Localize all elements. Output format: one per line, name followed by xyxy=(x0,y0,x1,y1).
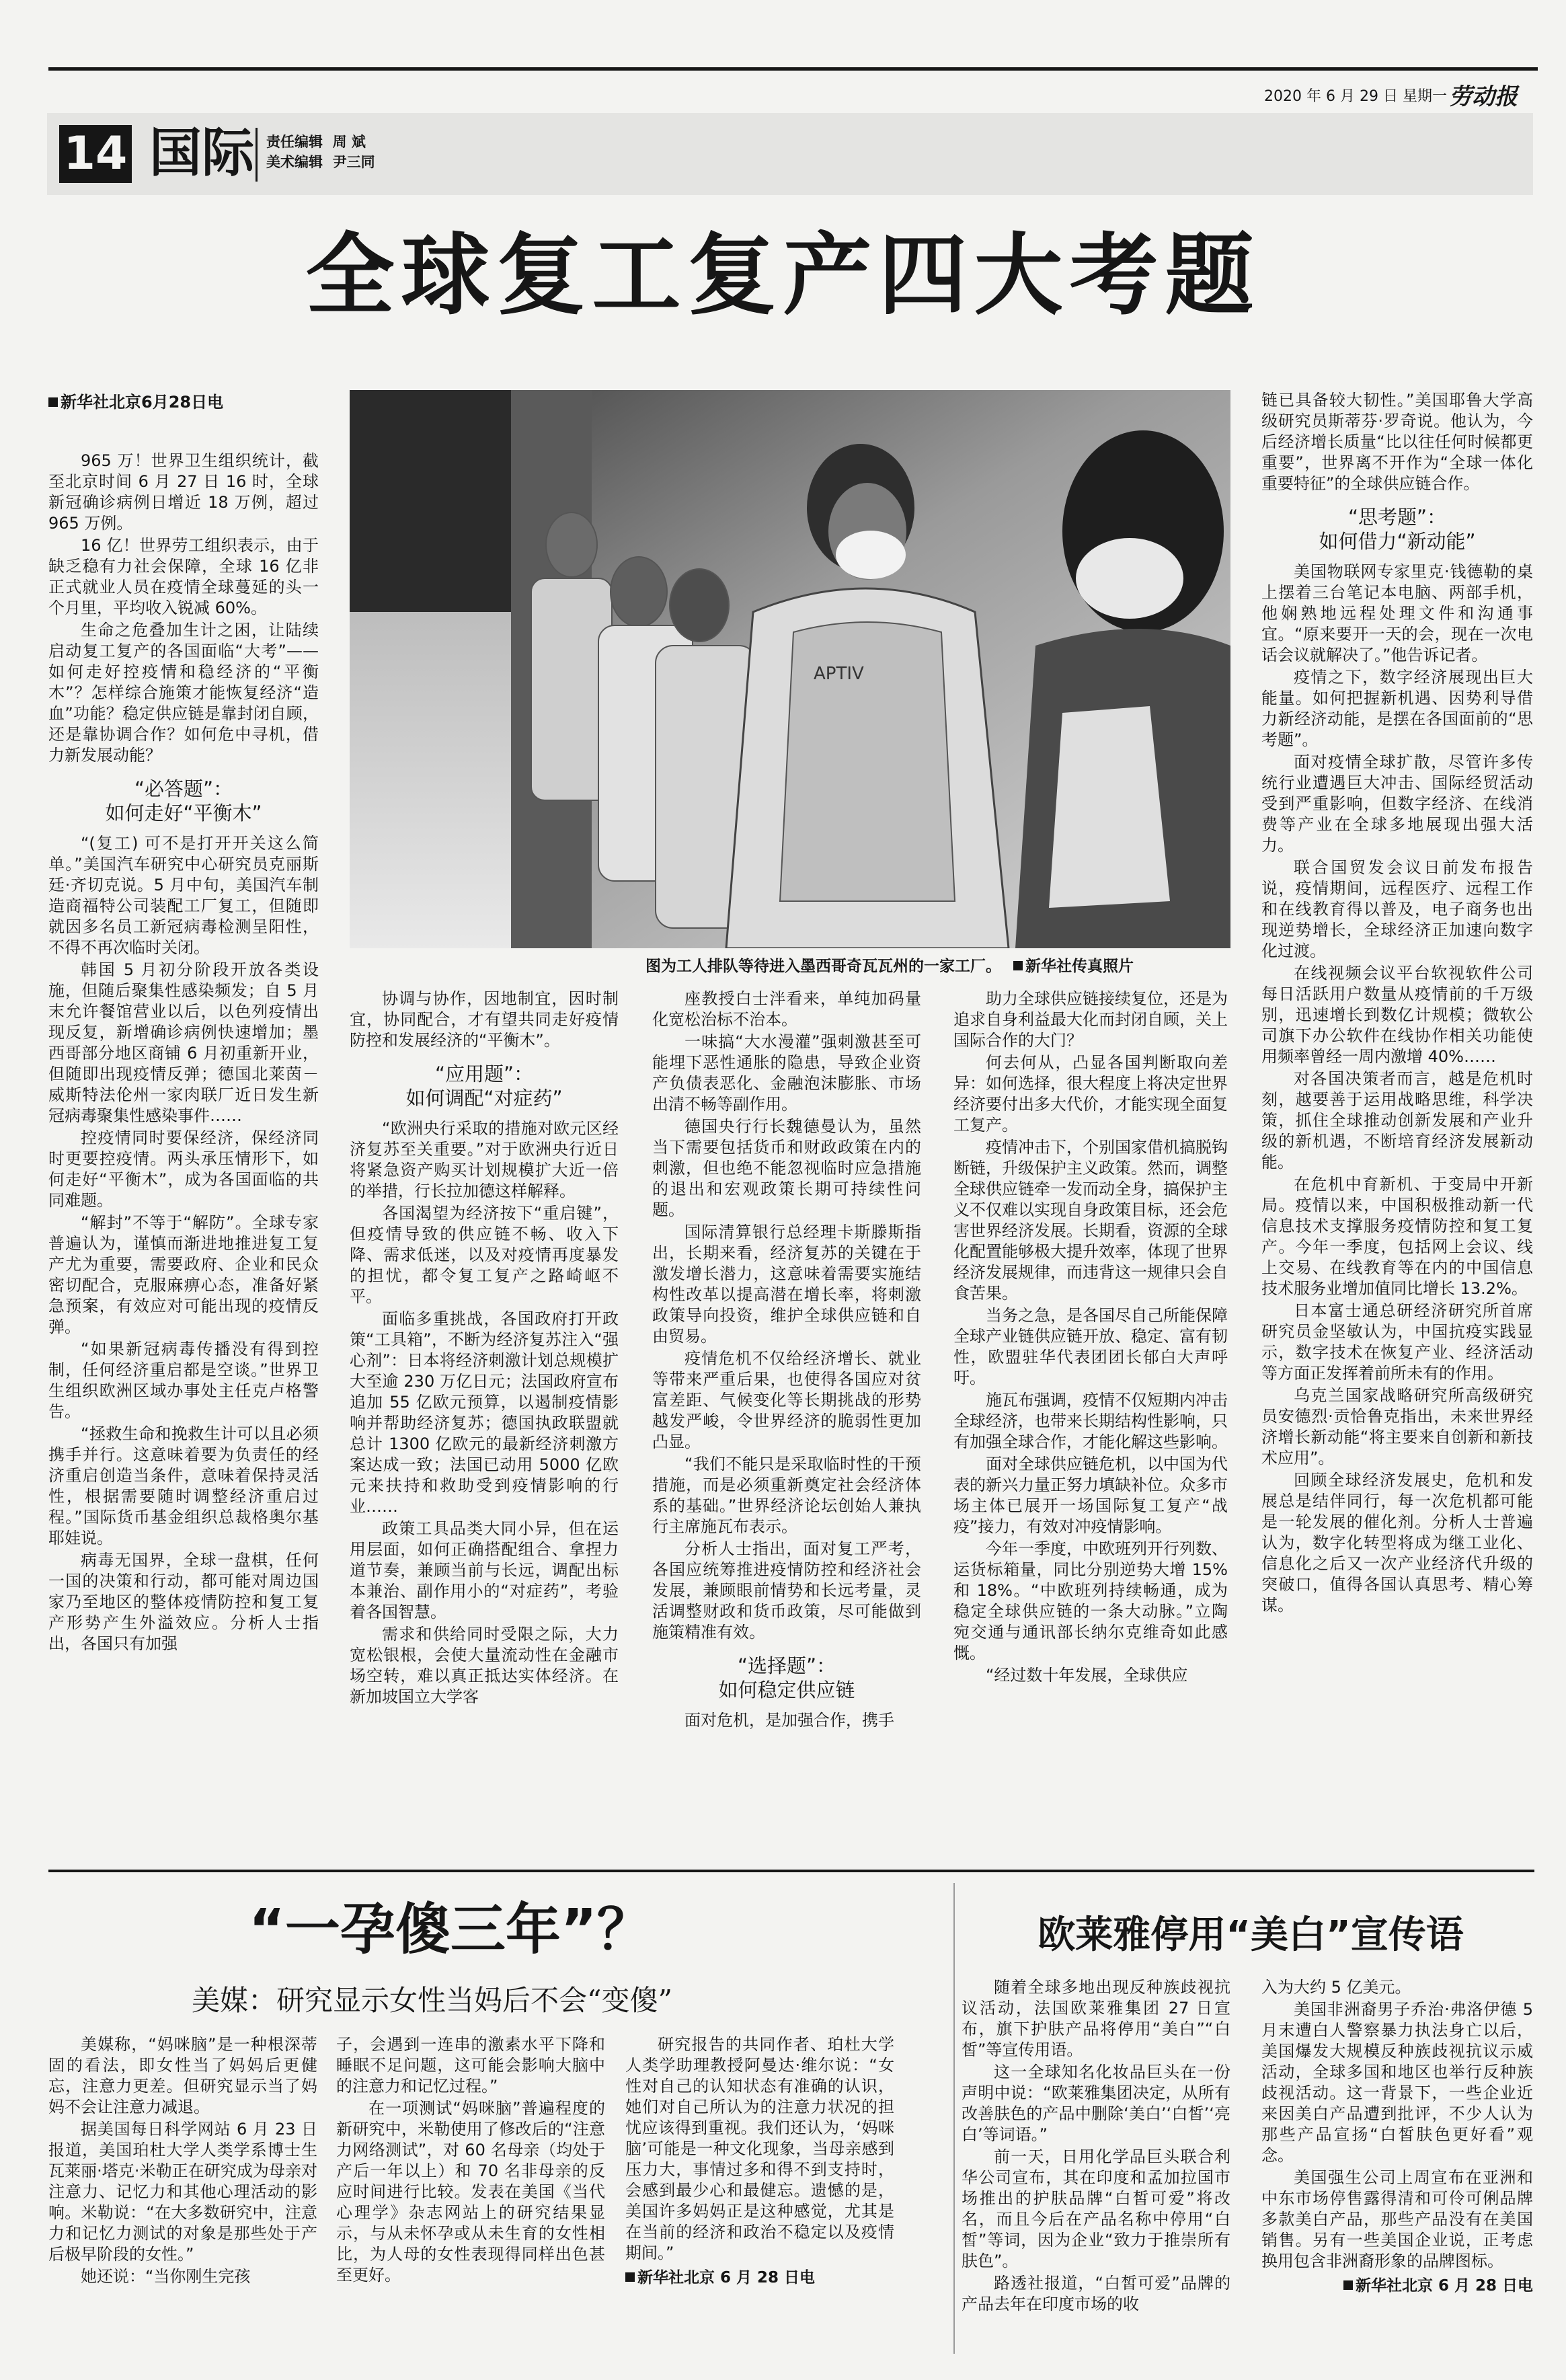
paragraph: 助力全球供应链接续复位，还是为追求自身利益最大化而封闭自顾，关上国际合作的大门？ xyxy=(953,989,1228,1050)
paragraph: 病毒无国界，全球一盘棋，任何一国的决策和行动，都可能对周边国家乃至地区的整体疫情防控和复工复产形势产生外溢效应。分析人士指出，各国只有加强 xyxy=(48,1551,319,1653)
paragraph: 在线视频会议平台软视软件公司每日活跃用户数量从疫情前的千万级别，迅速增长到数亿计规模；微软公司旗下办公软件在线协作相关功能使用频率曾经一周内激增 40%…… xyxy=(1261,964,1533,1066)
apron-logo-text: APTIV xyxy=(814,664,864,684)
paragraph: 政策工具品类大同小异，但在运用层面，如何正确搭配组合、拿捏力道节奏，兼顾当前与长远，调配出标本兼治、副作用小的“对症药”，考验着各国智慧。 xyxy=(350,1519,619,1621)
paragraph: 前一天，日用化学品巨头联合利华公司宣布，其在印度和孟加拉国市场推出的护肤品牌“白皙可爱”将改名，而且今后在产品名称中停用“白皙”等词，因为企业“致力于推崇所有肤色”。 xyxy=(962,2147,1230,2270)
top-rule xyxy=(48,67,1538,71)
paragraph: 控疫情同时要保经济，保经济同时更要控疫情。两头承压情形下，如何走好“平衡木”，成为各国面临的共同难题。 xyxy=(48,1128,319,1210)
paragraph: 分析人士指出，面对复工严考，各国应统筹推进疫情防控和经济社会发展，兼顾眼前情势和长远考量，灵活调整财政和货币政策，尽可能做到施策精准有效。 xyxy=(652,1539,921,1642)
editor-name: 周 斌 xyxy=(332,134,366,150)
subhead-line: 如何走好“平衡木” xyxy=(105,802,262,824)
paragraph: 回顾全球经济发展史，危机和发展总是结伴同行，每一次危机都可能是一轮发展的催化剂。分析人士普遍认为，数字化转型将成为继工业化、信息化之后又一次产业经济代升级的突破口，值得各国认真思考、精心筹谋。 xyxy=(1261,1471,1533,1615)
paragraph: 随着全球多地出现反种族歧视抗议活动，法国欧莱雅集团 27 日宣布，旗下护肤产品将停用“美白”“白皙”等宣传用语。 xyxy=(962,1978,1230,2059)
story3-column-2 xyxy=(1261,1977,1533,2297)
news-photo xyxy=(350,390,1230,948)
paragraph: “我们不能只是采取临时性的干预措施，而是必须重新奠定社会经济体系的基础。”世界经济论坛创始人兼执行主席施瓦布表示。 xyxy=(652,1455,921,1536)
story2-subtitle-text: 研究显示女性当妈后不会“变傻” xyxy=(276,1984,672,2017)
paragraph: 乌克兰国家战略研究所高级研究员安德烈·贡恰鲁克指出，未来世界经济增长新动能“将主要来自创新和新技术应用”。 xyxy=(1261,1386,1533,1467)
paragraph: 入为大约 5 亿美元。 xyxy=(1261,1978,1411,1997)
subhead-must-answer xyxy=(48,777,319,825)
art-editor-name: 尹三同 xyxy=(332,154,375,170)
main-column-5 xyxy=(1261,390,1533,1617)
story2-subtitle xyxy=(192,1983,672,2019)
story3-byline xyxy=(1261,2276,1533,2297)
paragraph: 施瓦布强调，疫情不仅短期内冲击全球经济，也带来长期结构性影响，只有加强全球合作，才能化解这些影响。 xyxy=(953,1391,1228,1451)
subhead-line: “思考题”： xyxy=(1347,506,1447,529)
paragraph: 这一全球知名化妆品巨头在一份声明中说：“欧莱雅集团决定，从所有改善肤色的产品中删除‘美白’‘白皙’‘亮白’等词语。” xyxy=(962,2063,1230,2144)
paragraph: 国际清算银行总经理卡斯滕斯指出，长期来看，经济复苏的关键在于激发增长潜力，这意味着需要实施结构性改革以提高潜在增长率，将刺激政策导向投资，维护全球供应链和自由贸易。 xyxy=(652,1223,921,1346)
subhead-line: 如何借力“新动能” xyxy=(1319,530,1476,553)
editor-credit xyxy=(266,132,375,172)
section-name: 国际 xyxy=(149,122,255,184)
paragraph: 面临多重挑战，各国政府打开政策“工具箱”，不断为经济复苏注入“强心剂”：日本将经济刺激计划总规模扩大至逾 230 万亿日元；法国政府宣布追加 55 亿欧元预算，以遏制疫情影响并帮助经济复苏；德国执政联盟就总计 1300 亿欧元的最新经济刺激方案达成一致；法国已动用 5000 亿欧元来扶持和救助受到疫情影响的行业…… xyxy=(350,1309,619,1516)
paragraph: “解封”不等于“解防”。全球专家普遍认为，谨慎而渐进地推进复工复产尤为重要，需要政府、企业和民众密切配合，克服麻痹心态，准备好紧急预案，有效应对可能出现的疫情反弹。 xyxy=(48,1213,319,1336)
story3-headline: 欧莱雅停用“美白”宣传语 xyxy=(1038,1913,1464,1957)
paragraph: 何去何从，凸显各国判断取向差异：如何选择，很大程度上将决定世界经济要付出多大代价，才能实现全面复工复产。 xyxy=(953,1053,1228,1135)
paragraph: 今年一季度，中欧班列开行列数、运货标箱量，同比分别逆势大增 15% 和 18%。“中欧班列持续畅通，成为稳定全球供应链的一条大动脉。”立陶宛交通与通讯部长纳尔克维奇如此感慨。 xyxy=(953,1539,1228,1662)
subhead-thinking xyxy=(1261,505,1533,553)
paragraph: 在危机中育新机、于变局中开新局。疫情以来，中国积极推动新一代信息技术支撑服务疫情防控和复工复产。今年一季度，包括网上会议、线上交易、在线教育等在内的中国信息技术服务业增加值同比增长 13.2%。 xyxy=(1261,1175,1533,1298)
paragraph: 需求和供给同时受限之际，大力宽松银根，会使大量流动性在金融市场空转，难以真正抵达实体经济。在新加坡国立大学客 xyxy=(350,1625,619,1706)
issue-date: 2020 年 6 月 29 日 星期一 xyxy=(1264,88,1447,105)
paragraph: “拯救生命和挽救生计可以且必须携手并行。这意味着要为负责任的经济重启创造当条件，意味着保持灵活性，根据需要随时调整经济重启过程。”国际货币基金组织总裁格奥尔基耶娃说。 xyxy=(48,1424,319,1547)
paragraph: 研究报告的共同作者、珀杜大学人类学助理教授阿曼达·维尔说：“女性对自己的认知状态有准确的认识，她们对自己所认为的注意力状况的担忧应该得到重视。我们还认为，‘妈咪脑’可能是一种文化现象，当母亲感到压力大，事情过多和得不到支持时，会感到最少心和最健忘。遗憾的是，美国许多妈妈正是这种感觉，尤其是在当前的经济和政治不稳定以及疫情期间。” xyxy=(625,2035,894,2262)
paragraph: 疫情危机不仅给经济增长、就业等带来严重后果，也使得各国应对贫富差距、气候变化等长期挑战的形势越发严峻，令世界经济的脆弱性更加凸显。 xyxy=(652,1349,921,1451)
art-editor-label: 美术编辑 xyxy=(266,154,323,170)
paragraph: 美国强生公司上周宣布在亚洲和中东市场停售露得清和可伶可俐品牌多款美白产品，那些产品没有在美国销售。另有一些美国企业说，正考虑换用包含非洲裔形象的品牌图标。 xyxy=(1261,2168,1533,2270)
subhead-line: 如何调配“对症药” xyxy=(405,1087,563,1110)
photo-credit: 新华社传真照片 xyxy=(1025,958,1134,975)
paragraph: 疫情之下，数字经济展现出巨大能量。如何把握新机遇、因势利导借力新经济动能，是摆在各国面前的“思考题”。 xyxy=(1261,668,1533,749)
story2-byline-text: 新华社北京 6 月 28 日电 xyxy=(637,2269,816,2287)
section-divider-rule xyxy=(48,1870,1534,1872)
paragraph: 韩国 5 月初分阶段开放各类设施，但随后聚集性感染频发；自 5 月末允许餐馆营业以后，以色列疫情出现反复，新增确诊病例快速增加；墨西哥部分地区商铺 6 月初重新开业，但随即出现疫情反弹；德国北莱茵－威斯特法伦州一家肉联厂近日发生新冠病毒聚集性感染事件…… xyxy=(48,960,319,1125)
paragraph: 面对危机，是加强合作，携手 xyxy=(684,1711,894,1730)
editor-label: 责任编辑 xyxy=(266,134,323,150)
paragraph: 美国非洲裔男子乔治·弗洛伊德 5 月末遭白人警察暴力执法身亡以后，美国爆发大规模反种族歧视抗议示威活动，全球多国和地区也举行反种族歧视活动。这一背景下，一些企业近来因美白产品遭到批评，不少人认为那些产品宣扬“白皙肤色更好看”观念。 xyxy=(1261,2000,1533,2165)
paragraph: 16 亿！世界劳工组织表示，由于缺乏稳有力社会保障，全球 16 亿非正式就业人员在疫情全球蔓延的头一个月里，平均收入锐减 60%。 xyxy=(48,536,319,617)
paragraph: 链已具备较大韧性。”美国耶鲁大学高级研究员斯蒂芬·罗奇说。他认为，今后经济增长质量“比以往任何时候都更重要”，世界离不开作为“全球一体化重要特征”的全球供应链合作。 xyxy=(1261,391,1533,493)
story2-column-2 xyxy=(336,2034,605,2287)
subhead-line: “选择题”： xyxy=(737,1654,836,1677)
paragraph: 美国物联网专家里克·钱德勒的桌上摆着三台笔记本电脑、两部手机，他娴熟地远程处理文件和沟通事宜。“原来要开一天的会，现在一次电话会议就解决了。”他告诉记者。 xyxy=(1261,562,1533,664)
subhead-line: “应用题”： xyxy=(434,1063,534,1085)
paragraph: “欧洲央行采取的措施对欧元区经济复苏至关重要。”对于欧洲央行近日将紧急资产购买计划规模扩大近一倍的举措，行长拉加德这样解释。 xyxy=(350,1119,619,1200)
paragraph: 当务之急，是各国尽自己所能保障全球产业链供应链开放、稳定、富有韧性，欧盟驻华代表团团长郁白大声呼吁。 xyxy=(953,1306,1228,1387)
main-column-1 xyxy=(48,451,319,1656)
paragraph: 德国央行行长魏德曼认为，虽然当下需要包括货币和财政政策在内的刺激，但也绝不能忽视临时应急措施的退出和宏观政策长期可持续性问题。 xyxy=(652,1117,921,1219)
subhead-application xyxy=(350,1062,619,1110)
main-headline: 全球复工复产四大考题 xyxy=(305,224,1261,328)
story2-byline xyxy=(625,2268,894,2289)
paragraph: 生命之危叠加生计之困，让陆续启动复工复产的各国面临“大考”——如何走好控疫情和稳经济的“平衡木”？怎样综合施策才能恢复经济“造血”功能？稳定供应链是靠封闭自顾，还是靠协调合作？如何危中寻机，借力新发展动能？ xyxy=(48,621,319,765)
paragraph: 据美国每日科学网站 6 月 23 日报道，美国珀杜大学人类学系博士生瓦莱丽·塔克·米勒正在研究成为母亲对注意力、记忆力和其他心理活动的影响。米勒说：“在大多数研究中，注意力和记忆力测试的对象是那些处于产后极早阶段的女性。” xyxy=(48,2120,317,2264)
subhead-choice xyxy=(652,1654,921,1702)
story-divider xyxy=(953,1883,955,2354)
story2-headline: “一孕傻三年”？ xyxy=(249,1898,652,1962)
paragraph: 协调与协作，因地制宜，因时制宜，协同配合，才有望共同走好疫情防控和发展经济的“平衡木”。 xyxy=(350,989,619,1050)
main-byline xyxy=(48,389,223,412)
main-byline-text: 新华社北京6月28日电 xyxy=(61,393,224,412)
section-divider xyxy=(256,128,258,182)
story2-column-1 xyxy=(48,2034,317,2289)
paragraph: 子，会遇到一连串的激素水平下降和睡眠不足问题，这可能会影响大脑中的注意力和记忆过程。” xyxy=(336,2035,605,2096)
photo-caption xyxy=(645,954,1134,976)
paragraph: 一味搞“大水漫灌”强刺激甚至可能埋下恶性通胀的隐患，导致企业资产负债表恶化、金融泡沫膨胀、市场出清不畅等副作用。 xyxy=(652,1032,921,1114)
paragraph: “经过数十年发展，全球供应 xyxy=(986,1666,1188,1685)
paragraph: 日本富士通总研经济研究所首席研究员金坚敏认为，中国抗疫实践显示，数字技术在恢复产业、经济活动等方面正发挥着前所未有的作用。 xyxy=(1261,1301,1533,1383)
paragraph: 对各国决策者而言，越是危机时刻，越要善于运用战略思维，科学决策，抓住全球推动创新发展和产业升级的新机遇，不断培育经济发展新动能。 xyxy=(1261,1069,1533,1172)
story2-column-3 xyxy=(625,2034,894,2289)
paragraph: 在一项测试“妈咪脑”普遍程度的新研究中，米勒使用了修改后的“注意力网络测试”，对 60 名母亲（均处于产后一年以上）和 70 名非母亲的反应时间进行比较。发表在美国《当代心理学》杂志网站上的研究结果显示，与从未怀孕或从未生育的女性相比，为人母的女性表现得同样出色甚至更好。 xyxy=(336,2099,605,2285)
paragraph: 各国渴望为经济按下“重启键”，但疫情导致的供应链不畅、收入下降、需求低迷，以及对疫情再度暴发的担忧，都令复工复产之路崎岖不平。 xyxy=(350,1204,619,1306)
main-column-4 xyxy=(953,989,1228,1687)
story3-byline-text: 新华社北京 6 月 28 日电 xyxy=(1355,2277,1533,2295)
paragraph: 联合国贸发会议日前发布报告说，疫情期间，远程医疗、远程工作和在线教育得以普及，电子商务也出现逆势增长，全球经济正加速向数字化过渡。 xyxy=(1261,858,1533,960)
paragraph: 座教授白士泮看来，单纯加码量化宽松治标不治本。 xyxy=(652,989,921,1029)
story3-column-1 xyxy=(962,1977,1230,2316)
main-column-3 xyxy=(652,989,921,1732)
paragraph: 面对全球供应链危机，以中国为代表的新兴力量正努力填缺补位。众多市场主体已展开一场国际复工复产“战疫”接力，有效对冲疫情影响。 xyxy=(953,1455,1228,1536)
paragraph: 路透社报道，“白皙可爱”品牌的产品去年在印度市场的收 xyxy=(962,2274,1230,2313)
workers-queue-image xyxy=(350,390,1230,948)
subhead-line: 如何稳定供应链 xyxy=(718,1679,855,1701)
photo-caption-text: 图为工人排队等待进入墨西哥奇瓦瓦州的一家工厂。 xyxy=(645,958,1001,975)
story2-subtitle-prefix: 美媒： xyxy=(192,1984,277,2017)
paragraph: 美媒称，“妈咪脑”是一种根深蒂固的看法，即女性当了妈妈后更健忘，注意力更差。但研究显示当了妈妈不会让注意力减退。 xyxy=(48,2035,317,2116)
paragraph: “(复工) 可不是打开开关这么简单。”美国汽车研究中心研究员克丽斯廷·齐切克说。5 月中旬，美国汽车制造商福特公司装配工厂复工，但随即就因多名员工新冠病毒检测呈阳性，不得不再次临时关闭。 xyxy=(48,834,319,957)
main-column-2 xyxy=(350,989,619,1709)
paragraph: 疫情冲击下，个别国家借机搞脱钩断链，升级保护主义政策。然而，调整全球供应链牵一发而动全身，搞保护主义不仅难以实现自身政策目标，还会危害世界经济发展。长期看，资源的全球化配置能够极大提升效率，体现了世界经济发展规律，而违背这一规律只会自食苦果。 xyxy=(953,1138,1228,1303)
subhead-line: “必答题”： xyxy=(134,777,233,800)
paragraph: “如果新冠病毒传播没有得到控制，任何经济重启都是空谈。”世界卫生组织欧洲区域办事处主任克卢格警告。 xyxy=(48,1340,319,1421)
page-number: 14 xyxy=(59,125,132,183)
paper-name-logo: 劳动报 xyxy=(1449,83,1518,110)
paragraph: 965 万！世界卫生组织统计，截至北京时间 6 月 27 日 16 时，全球新冠确诊病例日增近 18 万例，超过 965 万例。 xyxy=(48,451,319,533)
paragraph: 她还说：“当你刚生完孩 xyxy=(81,2267,251,2286)
paragraph: 面对疫情全球扩散，尽管许多传统行业遭遇巨大冲击、国际经贸活动受到严重影响，但数字经济、在线消费等产业在全球多地展现出强大活力。 xyxy=(1261,753,1533,855)
